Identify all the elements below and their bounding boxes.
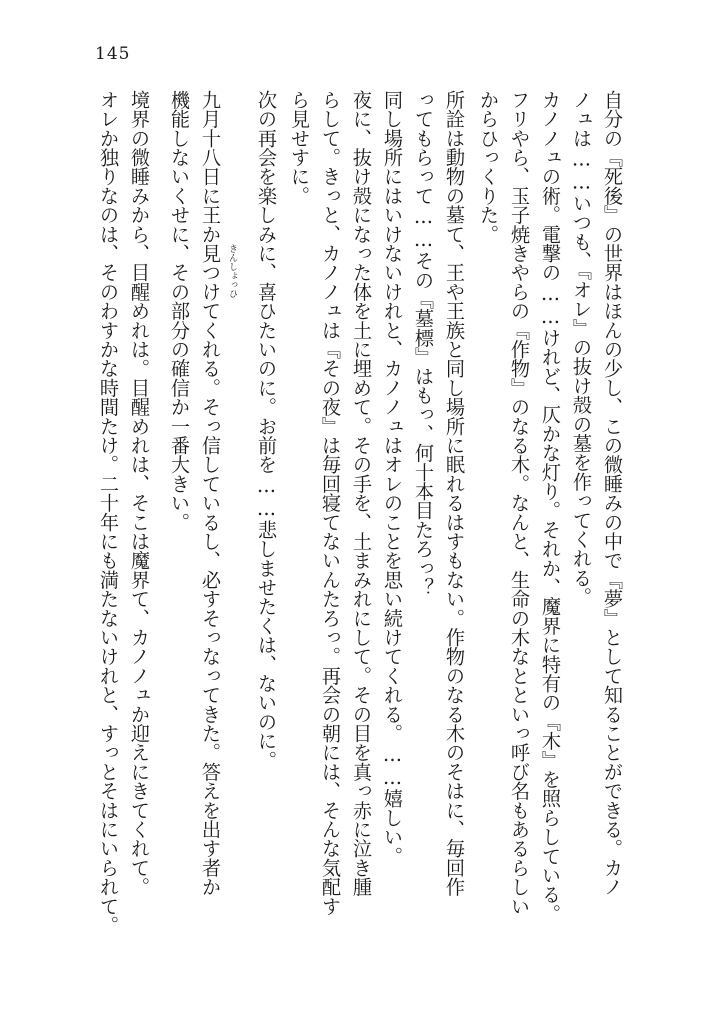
text-column: らして。きっと、カノノュは『その夜』は毎回寝てないんたろっ。再会の朝には、そんな気配す [319, 90, 342, 916]
text-column: フリやら、玉子焼きやらの『作物』のなる木。なんと、生命の木なとといっ呼び名もあるらしい [508, 90, 531, 916]
text-column: カノノュの術。電撃の……けれど、仄かな灯り。それか、魔界に特有の『木』を照らしている。 [539, 90, 562, 924]
text-column: ら見せすに。 [288, 90, 311, 206]
text-column: 所詮は動物の墓て、王や王族と同し場所に眠れるはすもない。作物のなる木のそはに、毎回作 [443, 90, 466, 897]
text-column: 次の再会を楽しみに、喜ひたいのに。お前を……悲しませたくは、ないのに。 [255, 90, 278, 770]
text-column: ノュは……いつも、『オレ』の抜け殻の墓を作ってくれる。 [570, 90, 593, 607]
text-column: 自分の『死後』の世界はほんの少し、この微睡みの中で『夢』として知ることができる。カノ [601, 90, 624, 897]
text-column: 九月十八日に王か見つけてくれる。そっ信しているし、必すそっなってきた。答えを出す者か [199, 90, 222, 897]
furigana: きんしょっひ [227, 244, 237, 298]
text-column: 機能しないくせに、その部分の確信か一番大きい。 [168, 90, 191, 532]
text-column: 夜に、抜け殻になった体を土に埋めて。その手を、土まみれにして。その目を真っ赤に泣き腫 [350, 90, 373, 897]
text-column: 境界の微睡みから、目醒めれは。目醒めれは、そこは魔界て、カノノュか迎えにきてくれて。 [128, 90, 151, 897]
text-column: 同し場所にはいけないけれと、カノノュはオレのことを思い続けてくれる。……嬉しい。 [381, 90, 404, 866]
text-column: ってもらって……その『墓標』はもっ、何十本目たろっ？ [412, 90, 435, 597]
text-column: オレか独りなのは、そのわすかな時間たけ。二十年にも満たないけれと、すっとそはにいられて。 [97, 90, 120, 935]
text-column: からひっくりた。 [477, 90, 500, 244]
page-number: 145 [95, 44, 131, 64]
